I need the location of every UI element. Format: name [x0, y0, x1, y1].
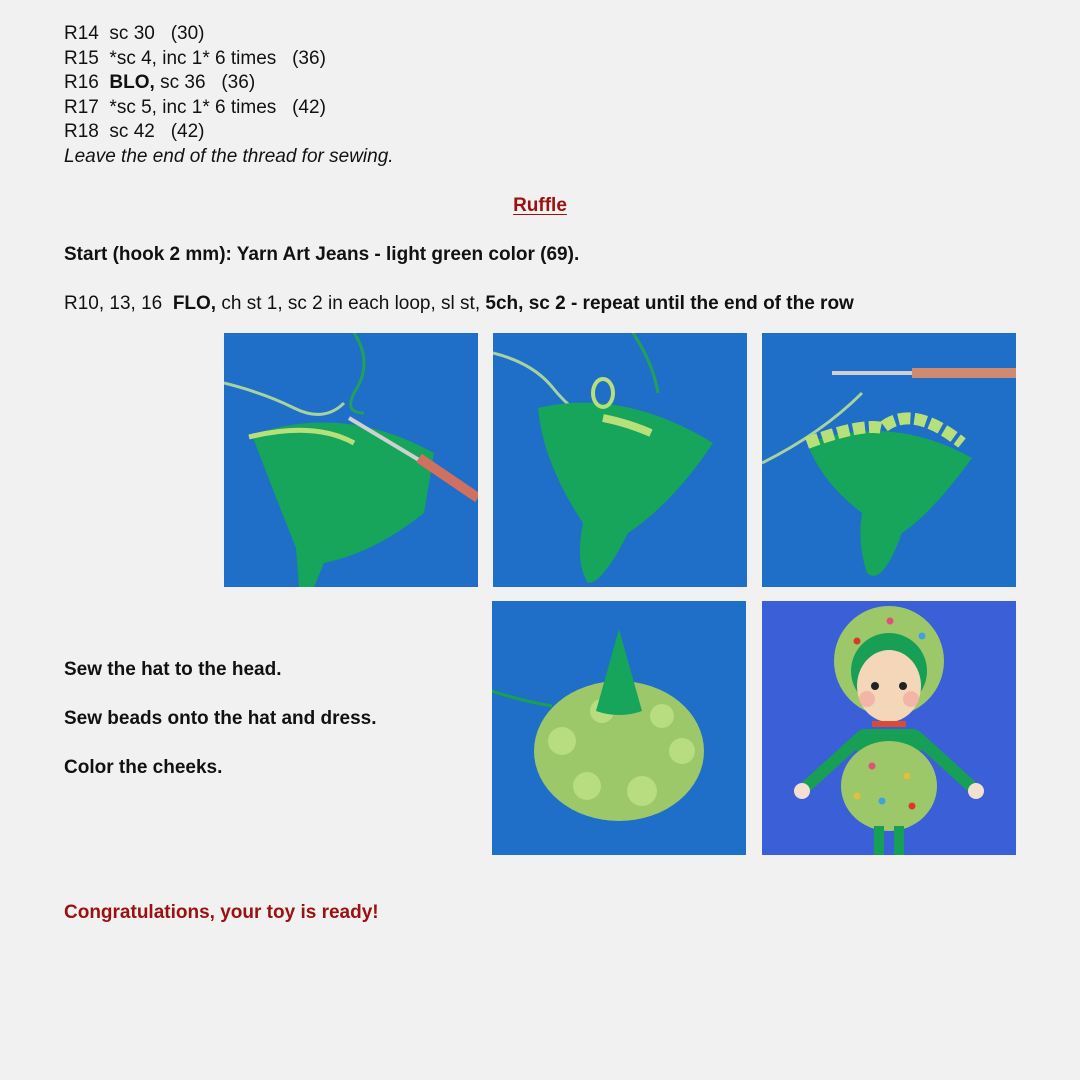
- start-instruction: Start (hook 2 mm): Yarn Art Jeans - light green color (69).: [64, 244, 580, 265]
- step-color-cheeks: Color the cheeks.: [64, 757, 223, 778]
- pattern-row: R18 sc 42 (42): [64, 121, 205, 143]
- step-sew-beads: Sew beads onto the hat and dress.: [64, 708, 377, 729]
- pattern-row: R16 BLO, sc 36 (36): [64, 72, 256, 94]
- photo-finished-doll: [762, 601, 1016, 855]
- step-sew-hat: Sew the hat to the head.: [64, 659, 282, 680]
- photo-finished-hat: [492, 601, 746, 855]
- section-heading: Ruffle: [513, 195, 567, 216]
- sewing-note: Leave the end of the thread for sewing.: [64, 145, 394, 167]
- congratulations-message: Congratulations, your toy is ready!: [64, 902, 379, 923]
- pattern-row: R17 *sc 5, inc 1* 6 times (42): [64, 96, 326, 118]
- photo-ruffle-step-3: [762, 333, 1016, 587]
- ruffle-instruction: R10, 13, 16 FLO, ch st 1, sc 2 in each loop, sl st, 5ch, sc 2 - repeat until the end of the row: [64, 293, 854, 314]
- pattern-row: R15 *sc 4, inc 1* 6 times (36): [64, 47, 326, 69]
- pattern-rows: [64, 22, 394, 170]
- pattern-row: R14 sc 30 (30): [64, 23, 205, 44]
- photo-ruffle-step-1: [224, 333, 478, 587]
- photo-ruffle-step-2: [493, 333, 747, 587]
